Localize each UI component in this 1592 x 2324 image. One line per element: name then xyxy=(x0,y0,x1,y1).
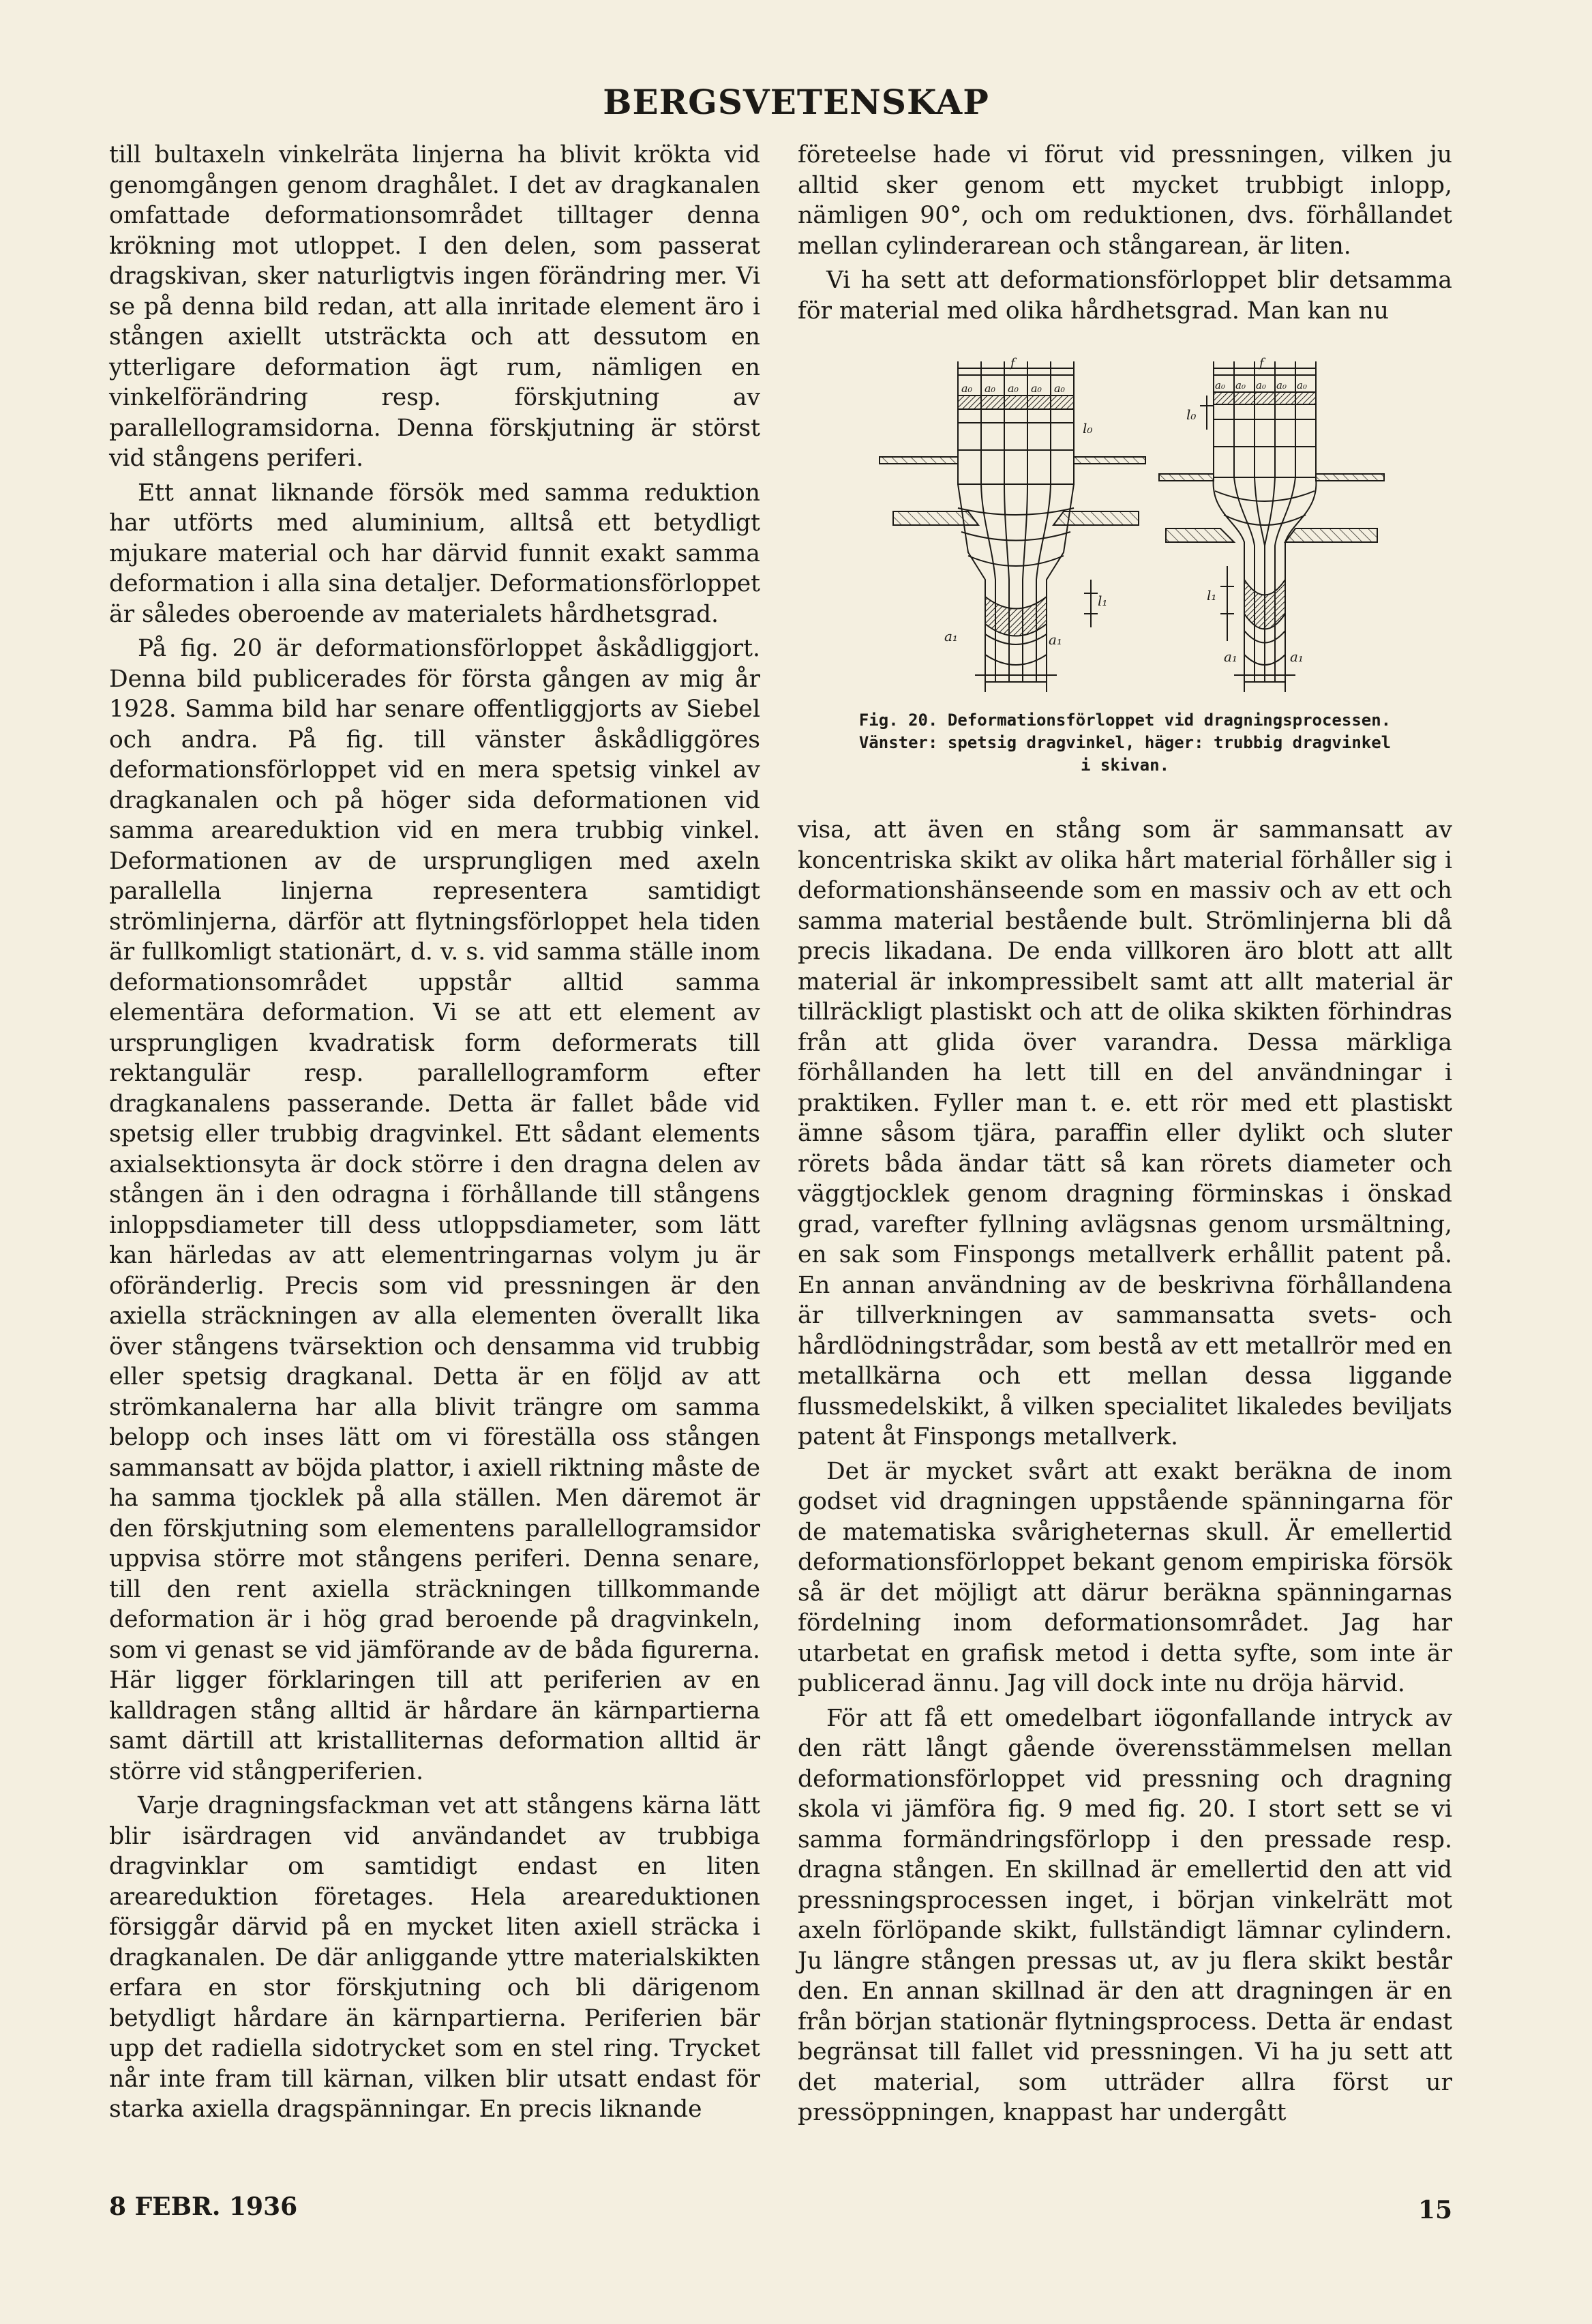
journal-header: BERGSVETENSKAP xyxy=(603,82,989,122)
label-l1: l₁ xyxy=(1098,593,1108,609)
figure-20-drawing xyxy=(866,355,1411,706)
label-a0: a₀ xyxy=(1008,382,1019,395)
label-a0: a₀ xyxy=(1297,379,1307,391)
label-l0: l₀ xyxy=(1083,420,1093,436)
paragraph: På fig. 20 är deformationsförloppet åskådliggjort. Denna bild publicerades för första gången av mig år 1928. Samma bild har senare offentliggjorts av Siebel och andra. På fig. till vänster åskådliggöres deformationsförloppet vid en mera spetsig vinkel av dragkanalen och på höger sida deformationen vid samma areareduktion vid en mera trubbig vinkel. Deformationen av de ursprungligen med axeln parallella linjerna representera samtidigt strömlinjerna, därför att flytningsförloppet hela tiden är fullkomligt stationärt, d. v. s. vid samma ställe inom deformationsområdet uppstår alltid samma elementära deformation. Vi se att ett element av ursprungligen kvadratisk form deformerats till rektangulär resp. parallellogramform efter dragkanalens passerande. Detta är fallet både vid spetsig eller trubbig dragvinkel. Ett sådant elements axialsektionsyta är dock större i den dragna delen av stången än i den odragna i förhållande till stångens inloppsdiameter till dess utloppsdiameter, som lätt kan härledas av att elementringarnas volym ju är oföränderlig. Precis som vid pressningen är den axiella sträckningen av alla elementen överallt lika över stångens tvärsektion och densamma vid trubbig eller spetsig dragkanal. Detta är en följd av att strömkanalerna har alla blivit trängre om samma belopp och inses lätt om vi föreställa oss stången sammansatt av böjda plattor, i axiell riktning måste de ha samma tjocklek på alla ställen. Men däremot är den förskjutning som elementens parallellogramsidor uppvisa större mot stångens periferi. Denna senare, till den rent axiella sträckningen tillkommande deformation är i hög grad beroende på dragvinkeln, som vi genast se vid jämförande av de båda figurerna. Här ligger förklaringen till att periferien av en kalldragen stång alltid är hårdare än kärnpartierna samt därtill att kristalliternas deformation alltid är större vid stångperiferien. xyxy=(109,635,760,1785)
deformation-diagram xyxy=(866,355,1411,706)
paragraph: Vi ha sett att deformationsförloppet blir detsamma för material med olika hårdhetsgrad. Man kan nu xyxy=(798,267,1452,325)
paragraph: För att få ett omedelbart iögonfallande intryck av den rätt långt gående överensstämmelsen mellan deformationsförloppet vid pressning och dragning skola vi jämföra fig. 9 med fig. 20. I stort sett se vi samma formändringsförlopp i den pressade resp. dragna stången. En skillnad är emellertid den att vid pressningsprocessen inget, i början vinkelrätt mot axeln förlöpande skikt, fullständigt lämnar cylindern. Ju längre stången pressas ut, av ju flera skikt består den. En annan skillnad är den att dragningen är en från början stationär flytningsprocess. Detta är endast begränsat till fallet vid pressningen. Vi ha ju sett att det material, som utträder allra först ur pressöppningen, knappast har undergått xyxy=(798,1704,1452,2126)
label-a0: a₀ xyxy=(1256,379,1266,391)
label-a0: a₀ xyxy=(1235,379,1246,391)
label-f: f xyxy=(1259,356,1264,370)
label-a1: a₁ xyxy=(1224,649,1237,665)
label-a0: a₀ xyxy=(1276,379,1287,391)
left-column xyxy=(109,140,760,2129)
label-l1: l₁ xyxy=(1207,587,1217,604)
left-die-figure xyxy=(880,361,1145,692)
paragraph: till bultaxeln vinkelräta linjerna ha blivit krökta vid genomgången genom draghålet. I det av dragkanalen omfattade deformationsområdet tilltager denna krökning mot utloppet. I den delen, som passerat dragskivan, sker naturligtvis ingen förändring mer. Vi se på denna bild redan, att alla inritade element äro i stången axiellt utsträckta och att dessutom en ytterligare deformation ägt rum, nämligen en vinkelförändring resp. förskjutning av parallellogramsidorna. Denna förskjutning är störst vid stångens periferi. xyxy=(109,141,760,472)
figure-caption xyxy=(818,709,1432,777)
label-a1: a₁ xyxy=(1290,649,1304,665)
label-l0: l₀ xyxy=(1186,406,1197,423)
caption-line: i skivan. xyxy=(1080,756,1170,775)
label-a0: a₀ xyxy=(985,382,995,395)
issue-date: 8 FEBR. 1936 xyxy=(109,2192,298,2221)
label-a0: a₀ xyxy=(1031,382,1042,395)
label-a0: a₀ xyxy=(961,382,972,395)
right-column-top xyxy=(798,140,1452,330)
label-a1: a₁ xyxy=(1049,631,1062,648)
label-a0: a₀ xyxy=(1054,382,1065,395)
label-a1: a₁ xyxy=(944,628,958,644)
paragraph: Det är mycket svårt att exakt beräkna de inom godset vid dragningen uppstående spänningarna för de matematiska svårigheternas skull. Är emellertid deformationsförloppet bekant genom empiriska försök så är det möjligt att därur beräkna spänningarnas fördelning inom deformationsområdet. Jag har utarbetat en grafisk metod i detta syfte, som inte är publicerad ännu. Jag vill dock inte nu dröja härvid. xyxy=(798,1457,1452,1697)
label-a0: a₀ xyxy=(1215,379,1225,391)
page-number: 15 xyxy=(1418,2196,1453,2224)
caption-line: Fig. 20. Deformationsförloppet vid dragningsprocessen. xyxy=(858,711,1392,730)
label-f: f xyxy=(1010,356,1015,370)
caption-line: Vänster: spetsig dragvinkel, häger: trubbig dragvinkel xyxy=(858,733,1392,752)
paragraph: Varje dragningsfackman vet att stångens kärna lätt blir isärdragen vid användandet av trubbiga dragvinklar om samtidigt endast en liten areareduktion företages. Hela areareduktionen försiggår därvid på en mycket liten axiell sträcka i dragkanalen. De där anliggande yttre materialskikten erfara en stor förskjutning och bli därigenom betydligt hårdare än kärnpartierna. Periferien bär upp det radiella sidotrycket som en stel ring. Trycket når inte fram till kärnan, vilken blir utsatt endast för starka axiella dragspänningar. En precis liknande xyxy=(109,1792,760,2123)
right-column-bottom xyxy=(798,815,1452,2132)
paragraph: Ett annat liknande försök med samma reduktion har utförts med aluminium, alltså ett betydligt mjukare material och har därvid funnit exakt samma deformation i alla sina detaljer. Deformationsförloppet är således oberoende av materialets hårdhetsgrad. xyxy=(109,479,760,628)
paragraph: visa, att även en stång som är sammansatt av koncentriska skikt av olika hårt material förhåller sig i deformationshänseende som en massiv och av ett och samma material bestående bult. Strömlinjerna bli då precis likadana. De enda villkoren äro blott att allt material är inkompressibelt samt att allt material är tillräckligt plastiskt och att de olika skikten förhindras från att glida över varandra. Dessa märkliga förhållanden ha lett till en del användningar i praktiken. Fyller man t. e. ett rör med ett plastiskt ämne såsom tjära, paraffin eller dylikt och sluter rörets båda ändar tätt så kan rörets diameter och väggtjocklek genom dragning förminskas i önskad grad, varefter fyllning avlägsnas genom ursmältning, en sak som Finspongs metallverk erhållit patent på. En annan användning av de beskrivna förhållandena är tillverkningen av sammansatta svets- och hårdlödningstrådar, som bestå av ett metallrör med en metallkärna och ett mellan dessa liggande flussmedelskikt, å vilken specialitet likaledes beviljats patent åt Finspongs metallverk. xyxy=(798,816,1452,1450)
paragraph: företeelse hade vi förut vid pressningen, vilken ju alltid sker genom ett mycket trubbigt inlopp, nämligen 90°, och om reduktionen, dvs. förhållandet mellan cylinderarean och stångarean, är liten. xyxy=(798,141,1452,260)
